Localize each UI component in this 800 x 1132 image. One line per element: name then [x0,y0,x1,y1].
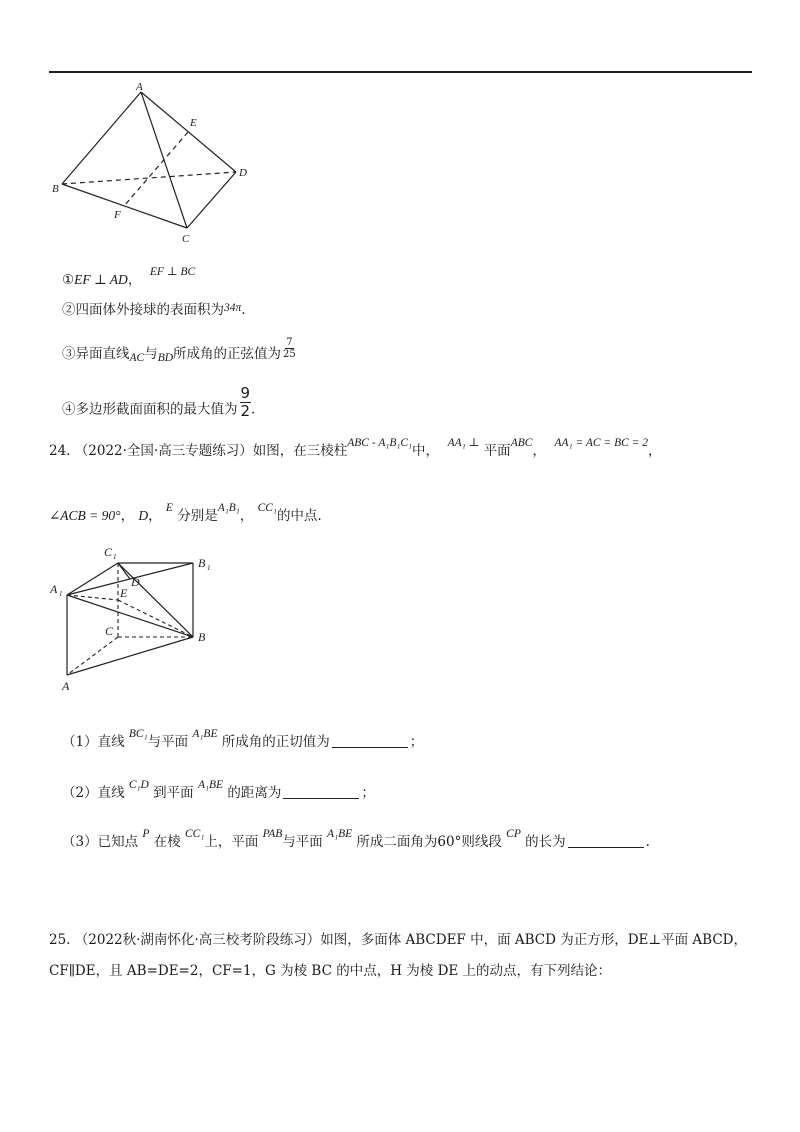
edge-ca-hidden [67,637,118,675]
segment-eb-hidden [118,600,193,637]
segment-ef-hidden [124,132,188,206]
label-c: C [182,233,190,245]
statement-4: ④多边形截面面积的最大值为 $\frac{9}{2}$ . [62,384,256,420]
answer-blank-3 [568,847,644,848]
q24-part1: （1）直线 BC₁与平面 A₁BE 所成角的正切值为 ； [62,728,424,750]
label-f: F [114,209,121,221]
edge-ad [141,92,236,172]
label-c1-sub: 1 [113,553,117,561]
q24-part3: （3）已知点 P 在棱 CC₁上，平面 PAB与平面 A₁BE 所成二面角为60°则线段 CP 的长为 . [62,828,650,850]
statement-2: ②四面体外接球的表面积为34π. [62,302,246,318]
label-e: E [120,586,128,600]
edge-bd-hidden [62,172,236,184]
answer-blank-1 [332,747,408,748]
answer-blank-2 [283,798,359,799]
label-d: D [239,167,247,179]
label-b1: B [198,556,206,570]
label-a1: A [50,582,58,596]
label-b1-sub: 1 [207,564,211,572]
edge-bc [62,184,187,228]
segment-c1b [118,563,193,637]
label-e: E [190,117,197,129]
label-c1: C [104,545,113,559]
q24-part2: （2）直线 C₁D 到平面 A₁BE 的距离为 ； [62,779,375,801]
label-a: A [136,81,143,93]
tetrahedron-figure [50,78,260,248]
edge-a1c1 [67,563,118,595]
statement-1: ①EF ⊥ AD， EF ⊥ BC [62,266,196,288]
edge-ab [67,637,193,675]
edge-dc [187,172,236,228]
segment-a1b [67,595,193,637]
statement-3: ③异面直线AC与BD所成角的正弦值为 $\frac{7}{25}$ [62,337,296,364]
label-b: B [198,630,206,644]
label-d: D [131,575,140,589]
q24-line1: 24. （2022·全国·高三专题练习）如图，在三棱柱ABC - A₁B₁C₁中， AA₁ ⊥ 平面ABC， AA₁ = AC = BC = 2， [49,437,662,459]
header-rule [49,71,752,73]
label-a: A [62,679,70,693]
label-a1-sub: 1 [59,590,63,598]
edge-ab [62,92,141,184]
label-c: C [105,624,114,638]
label-b: B [52,183,59,195]
q25-line1: 25. （2022秋·湖南怀化·高三校考阶段练习）如图，多面体 ABCDEF 中，面 ABCD 为正方形，DE⊥平面 ABCD， [49,932,747,948]
prism-figure [48,540,228,700]
q24-line2: ∠ACB = 90°， D， E 分别是A₁B₁， CC₁的中点. [49,502,322,524]
q25-line2: CF∥DE，且 AB=DE=2，CF=1，G 为棱 BC 的中点，H 为棱 DE 上的动点，有下列结论： [49,963,612,979]
